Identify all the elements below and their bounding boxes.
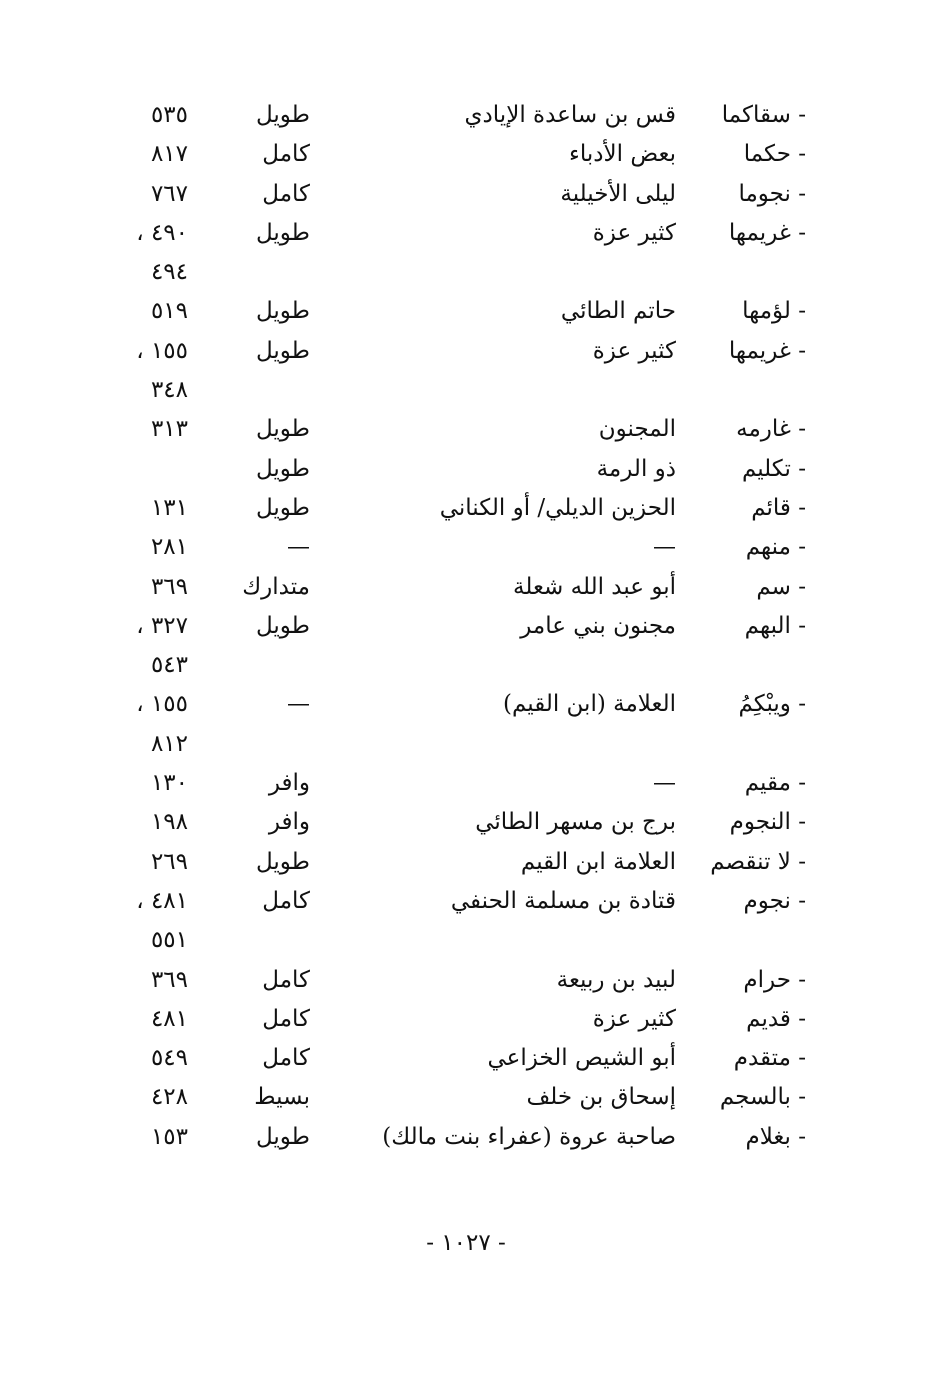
page-refs bbox=[78, 450, 188, 489]
index-row bbox=[0, 1039, 932, 1078]
page-refs: ٤٨١ ، bbox=[136, 887, 188, 914]
rhyme-word: - مقيم bbox=[744, 770, 806, 797]
page-refs: ٥٥١ bbox=[150, 927, 188, 954]
index-row bbox=[0, 843, 932, 882]
meter-name bbox=[200, 921, 310, 960]
meter-name: طويل bbox=[255, 416, 310, 443]
rhyme-word: - تكليم bbox=[741, 455, 806, 482]
index-row bbox=[0, 332, 932, 371]
page-refs: ١٣٠ bbox=[150, 770, 188, 797]
page-refs: ٣٤٨ bbox=[150, 377, 188, 404]
page-refs: ٨١٧ bbox=[150, 141, 188, 168]
page-refs: ٣٢٧ ، bbox=[136, 612, 188, 639]
rhyme-word: - سم bbox=[756, 573, 806, 600]
poet-name bbox=[346, 646, 676, 685]
page-refs: ٥٤٣ bbox=[150, 652, 188, 679]
poet-name: المجنون bbox=[598, 416, 676, 443]
meter-name bbox=[200, 253, 310, 292]
rhyme-word: - غارمه bbox=[736, 416, 806, 443]
poet-name: كثير عزة bbox=[592, 219, 676, 246]
poet-name: الحزين الديلي/ أو الكناني bbox=[439, 494, 676, 521]
index-row bbox=[0, 410, 932, 449]
rhyme-word: - البهم bbox=[744, 612, 806, 639]
index-row bbox=[0, 135, 932, 174]
meter-name: متدارك bbox=[242, 573, 310, 600]
page-refs: ٤٩٤ bbox=[150, 259, 188, 286]
index-row bbox=[0, 450, 932, 489]
rhyme-word: - سقاكما bbox=[721, 102, 806, 128]
rhyme-word bbox=[686, 725, 806, 764]
meter-name: طويل bbox=[255, 494, 310, 521]
index-row bbox=[0, 1118, 932, 1157]
page-refs: ١٥٣ bbox=[150, 1123, 188, 1150]
rhyme-word: - ويبْكِمُ bbox=[738, 691, 806, 718]
poet-name: صاحبة عروة (عفراء بنت مالك) bbox=[382, 1123, 676, 1150]
meter-name: كامل bbox=[262, 1045, 310, 1072]
rhyme-word bbox=[686, 371, 806, 410]
meter-name bbox=[200, 646, 310, 685]
rhyme-word: - قديم bbox=[746, 1005, 806, 1032]
poet-name: لبيد بن ربيعة bbox=[556, 966, 676, 993]
poet-name: برج بن مسهر الطائي bbox=[475, 809, 676, 836]
rhyme-word: - نجوم bbox=[743, 887, 806, 914]
page-refs: ٤٨١ bbox=[150, 1005, 188, 1032]
rhyme-word: - قائم bbox=[751, 494, 806, 521]
meter-name: كامل bbox=[262, 180, 310, 207]
page-refs: ٤٢٨ bbox=[150, 1084, 188, 1111]
poet-name: إسحاق بن خلف bbox=[526, 1084, 676, 1111]
page-refs: ٣٦٩ bbox=[150, 573, 188, 600]
poet-name: كثير عزة bbox=[592, 337, 676, 364]
poet-name: قتادة بن مسلمة الحنفي bbox=[450, 887, 676, 914]
poet-name: العلامة (ابن القيم) bbox=[502, 691, 676, 718]
page-refs: ١٣١ bbox=[150, 494, 188, 521]
meter-name: طويل bbox=[255, 1123, 310, 1150]
page-refs: ٥٤٩ bbox=[150, 1045, 188, 1072]
index-row bbox=[0, 921, 932, 960]
page-refs: ٤٩٠ ، bbox=[136, 219, 188, 246]
poet-name: العلامة ابن القيم bbox=[520, 848, 676, 875]
index-row bbox=[0, 646, 932, 685]
poet-name: مجنون بني عامر bbox=[520, 612, 676, 639]
index-row bbox=[0, 568, 932, 607]
meter-name: كامل bbox=[262, 141, 310, 168]
index-row bbox=[0, 882, 932, 921]
rhyme-word: - حكما bbox=[743, 141, 806, 168]
page-refs: ٣١٣ bbox=[150, 416, 188, 443]
meter-name: طويل bbox=[255, 455, 310, 482]
poet-name: كثير عزة bbox=[592, 1005, 676, 1032]
meter-name: بسيط bbox=[254, 1084, 310, 1111]
index-row bbox=[0, 292, 932, 331]
meter-name: كامل bbox=[262, 1005, 310, 1032]
poet-name: حاتم الطائي bbox=[560, 298, 676, 325]
index-row bbox=[0, 803, 932, 842]
meter-name: طويل bbox=[255, 337, 310, 364]
meter-name: طويل bbox=[255, 298, 310, 325]
poet-name: قس بن ساعدة الإيادي bbox=[464, 102, 676, 128]
rhyme-word: - نجوما bbox=[738, 180, 806, 207]
index-row bbox=[0, 685, 932, 724]
page-number: - ١٠٢٧ - bbox=[426, 1230, 506, 1256]
rhyme-word: - بالسجم bbox=[719, 1084, 806, 1111]
page-refs: ١٥٥ ، bbox=[136, 691, 188, 718]
meter-name: وافر bbox=[268, 809, 310, 836]
poet-name: أبو الشيص الخزاعي bbox=[487, 1045, 676, 1072]
meter-name bbox=[200, 725, 310, 764]
poet-name: ليلى الأخيلية bbox=[560, 180, 676, 207]
page-refs: ٣٦٩ bbox=[150, 966, 188, 993]
index-row bbox=[0, 175, 932, 214]
rhyme-word: - منهم bbox=[745, 534, 806, 561]
poet-name: بعض الأدباء bbox=[569, 141, 676, 168]
page-refs: ٨١٢ bbox=[150, 730, 188, 757]
poet-name: — bbox=[653, 534, 676, 561]
poet-name bbox=[346, 921, 676, 960]
rhyme-word bbox=[686, 921, 806, 960]
meter-name: كامل bbox=[262, 887, 310, 914]
rhyme-word: - غريمها bbox=[728, 219, 806, 246]
rhyme-word: - لؤمها bbox=[742, 298, 806, 325]
meter-name: طويل bbox=[255, 219, 310, 246]
poet-name: أبو عبد الله شعلة bbox=[513, 573, 676, 600]
page-refs: ٥١٩ bbox=[150, 298, 188, 325]
poet-name bbox=[346, 371, 676, 410]
page-refs: ١٩٨ bbox=[150, 809, 188, 836]
page-refs: ٧٦٧ bbox=[150, 180, 188, 207]
rhyme-word: - غريمها bbox=[728, 337, 806, 364]
page-refs: ٢٦٩ bbox=[150, 848, 188, 875]
poet-name: — bbox=[653, 770, 676, 797]
index-row bbox=[0, 489, 932, 528]
rhyme-word bbox=[686, 646, 806, 685]
page-refs: ٥٣٥ bbox=[150, 102, 188, 128]
meter-name: طويل bbox=[255, 612, 310, 639]
index-row bbox=[0, 253, 932, 292]
rhyme-word: - النجوم bbox=[729, 809, 806, 836]
verse-index-table bbox=[0, 96, 932, 1157]
index-row bbox=[0, 764, 932, 803]
rhyme-word: - بغلام bbox=[745, 1123, 806, 1150]
meter-name: — bbox=[287, 691, 310, 718]
rhyme-word: - حرام bbox=[743, 966, 806, 993]
page-refs: ١٥٥ ، bbox=[136, 337, 188, 364]
index-row bbox=[0, 961, 932, 1000]
rhyme-word: - متقدم bbox=[733, 1045, 806, 1072]
index-row bbox=[0, 607, 932, 646]
page-refs: ٢٨١ bbox=[150, 534, 188, 561]
meter-name: كامل bbox=[262, 966, 310, 993]
index-row bbox=[0, 214, 932, 253]
index-row bbox=[0, 725, 932, 764]
meter-name bbox=[200, 371, 310, 410]
index-row bbox=[0, 96, 932, 135]
index-row bbox=[0, 1000, 932, 1039]
meter-name: وافر bbox=[268, 770, 310, 797]
meter-name: طويل bbox=[255, 102, 310, 128]
rhyme-word bbox=[686, 253, 806, 292]
index-row bbox=[0, 1078, 932, 1117]
meter-name: — bbox=[287, 534, 310, 561]
poet-name bbox=[346, 725, 676, 764]
index-row bbox=[0, 371, 932, 410]
poet-name bbox=[346, 253, 676, 292]
index-row bbox=[0, 528, 932, 567]
rhyme-word: - لا تنقصم bbox=[710, 848, 806, 875]
meter-name: طويل bbox=[255, 848, 310, 875]
poet-name: ذو الرمة bbox=[596, 455, 676, 482]
